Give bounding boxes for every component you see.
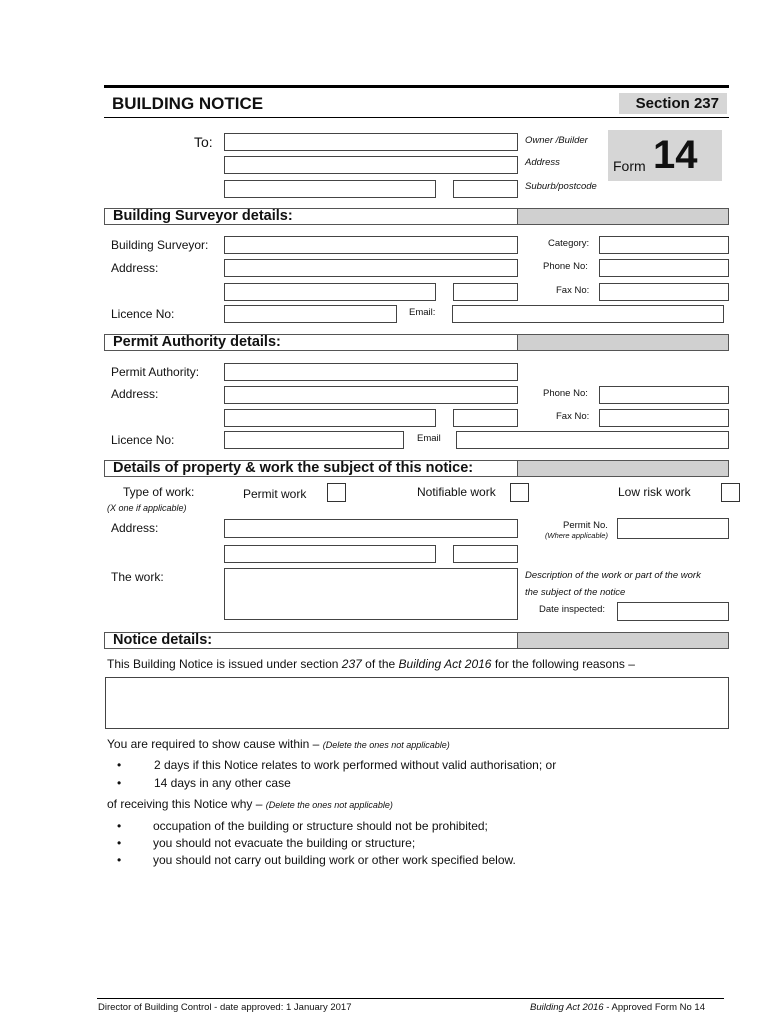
show-cause-line (107, 737, 450, 751)
receiving-text: of receiving this Notice why – (107, 797, 266, 811)
authority-phone-field[interactable] (599, 386, 729, 404)
delete-hint-2: (Delete the ones not applicable) (265, 800, 393, 810)
work-description-line2: the subject of the notice (525, 587, 626, 598)
address-label: Address (525, 157, 560, 168)
authority-address-label: Address: (111, 387, 159, 401)
intro-mid: of the (361, 657, 399, 671)
form-number: 14 (653, 133, 698, 177)
heading-shade (517, 209, 728, 224)
owner-builder-field[interactable] (224, 133, 518, 151)
category-field[interactable] (599, 236, 729, 254)
type-of-work-hint: (X one if applicable) (107, 503, 187, 513)
header-bottom-rule (104, 117, 729, 118)
form-number-badge (608, 130, 722, 181)
owner-builder-label: Owner /Builder (525, 135, 588, 146)
surveyor-email-field[interactable] (452, 305, 724, 323)
header-top-rule (104, 85, 729, 88)
surveyor-address-field[interactable] (224, 259, 518, 277)
permit-work-label: Permit work (243, 487, 307, 501)
surveyor-fax-label: Fax No: (556, 285, 590, 296)
surveyor-phone-field[interactable] (599, 259, 729, 277)
postcode-field[interactable] (453, 180, 518, 198)
permit-authority-field[interactable] (224, 363, 518, 381)
low-risk-work-label: Low risk work (618, 485, 691, 499)
section-badge (619, 93, 727, 114)
the-work-field[interactable] (224, 568, 518, 620)
intro-post: for the following reasons – (491, 657, 635, 671)
date-inspected-field[interactable] (617, 602, 729, 621)
date-inspected-label: Date inspected: (539, 604, 606, 615)
permit-authority-label: Permit Authority: (111, 365, 200, 379)
permit-no-hint: (Where applicable) (545, 531, 608, 540)
authority-section-heading (104, 334, 729, 351)
surveyor-address-label: Address: (111, 261, 159, 275)
building-surveyor-label: Building Surveyor: (111, 238, 209, 252)
footer-act: Building Act 2016 (530, 1002, 604, 1013)
show-cause-text: You are required to show cause within – (107, 737, 323, 751)
surveyor-heading-text: Building Surveyor details: (113, 208, 293, 224)
suburb-postcode-label: Suburb/postcode (525, 181, 597, 192)
notice-section-heading (104, 632, 729, 649)
permit-no-field[interactable] (617, 518, 729, 539)
authority-address-field[interactable] (224, 386, 518, 404)
heading-shade (517, 335, 728, 350)
notice-intro (107, 657, 635, 671)
authority-licence-label: Licence No: (111, 433, 175, 447)
notifiable-work-checkbox[interactable] (510, 483, 529, 502)
reasons-field[interactable] (105, 677, 729, 729)
notice-heading-text: Notice details: (113, 632, 213, 648)
surveyor-suburb-field[interactable] (224, 283, 436, 301)
intro-section: 237 (341, 657, 362, 671)
bullet: • (117, 758, 122, 772)
intro-act: Building Act 2016 (398, 657, 492, 671)
section-label: Section 237 (635, 95, 719, 112)
bullet: • (117, 836, 122, 850)
property-suburb-field[interactable] (224, 545, 436, 563)
property-address-field[interactable] (224, 519, 518, 538)
authority-phone-label: Phone No: (543, 388, 588, 399)
authority-email-label: Email (417, 433, 441, 444)
property-address-label: Address: (111, 521, 159, 535)
form-word: Form (613, 158, 646, 174)
heading-shade (517, 461, 728, 476)
time-option-text: 2 days if this Notice relates to work performed without valid authorisation; or (154, 758, 557, 772)
authority-fax-field[interactable] (599, 409, 729, 427)
low-risk-work-checkbox[interactable] (721, 483, 740, 502)
property-section-heading (104, 460, 729, 477)
footer-form: - Approved Form No 14 (603, 1002, 705, 1013)
footer-right (530, 1002, 705, 1013)
permit-no-label: Permit No. (563, 520, 608, 531)
receiving-line (107, 797, 393, 811)
category-label: Category: (548, 238, 590, 249)
heading-shade (517, 633, 728, 648)
intro-pre: This Building Notice is issued under section (107, 657, 342, 671)
property-heading-text: Details of property & work the subject of this notice: (113, 460, 474, 476)
permit-work-checkbox[interactable] (327, 483, 346, 502)
form-title: BUILDING NOTICE (112, 94, 264, 113)
authority-licence-field[interactable] (224, 431, 404, 449)
surveyor-phone-label: Phone No: (543, 261, 588, 272)
the-work-label: The work: (111, 570, 164, 584)
surveyor-fax-field[interactable] (599, 283, 729, 301)
surveyor-section-heading (104, 208, 729, 225)
address-field[interactable] (224, 156, 518, 174)
type-of-work-label: Type of work: (123, 485, 195, 499)
surveyor-licence-label: Licence No: (111, 307, 175, 321)
authority-email-field[interactable] (456, 431, 729, 449)
work-description-line1: Description of the work or part of the work (525, 570, 701, 581)
delete-hint-1: (Delete the ones not applicable) (322, 740, 450, 750)
surveyor-postcode-field[interactable] (453, 283, 518, 301)
footer-rule (97, 998, 724, 999)
authority-fax-label: Fax No: (556, 411, 590, 422)
authority-postcode-field[interactable] (453, 409, 518, 427)
to-label: To: (194, 134, 213, 150)
surveyor-licence-field[interactable] (224, 305, 397, 323)
surveyor-email-label: Email: (409, 307, 436, 318)
bullet: • (117, 853, 122, 867)
reason-text: you should not carry out building work or other work specified below. (153, 853, 516, 867)
building-surveyor-field[interactable] (224, 236, 518, 254)
footer-left: Director of Building Control - date approved: 1 January 2017 (98, 1002, 352, 1013)
bullet: • (117, 776, 122, 790)
authority-suburb-field[interactable] (224, 409, 436, 427)
notifiable-work-label: Notifiable work (417, 485, 496, 499)
property-postcode-field[interactable] (453, 545, 518, 563)
time-option-text: 14 days in any other case (154, 776, 291, 790)
authority-heading-text: Permit Authority details: (113, 334, 281, 350)
reason-text: you should not evacuate the building or structure; (153, 836, 416, 850)
bullet: • (117, 819, 122, 833)
reason-text: occupation of the building or structure should not be prohibited; (153, 819, 488, 833)
suburb-field[interactable] (224, 180, 436, 198)
